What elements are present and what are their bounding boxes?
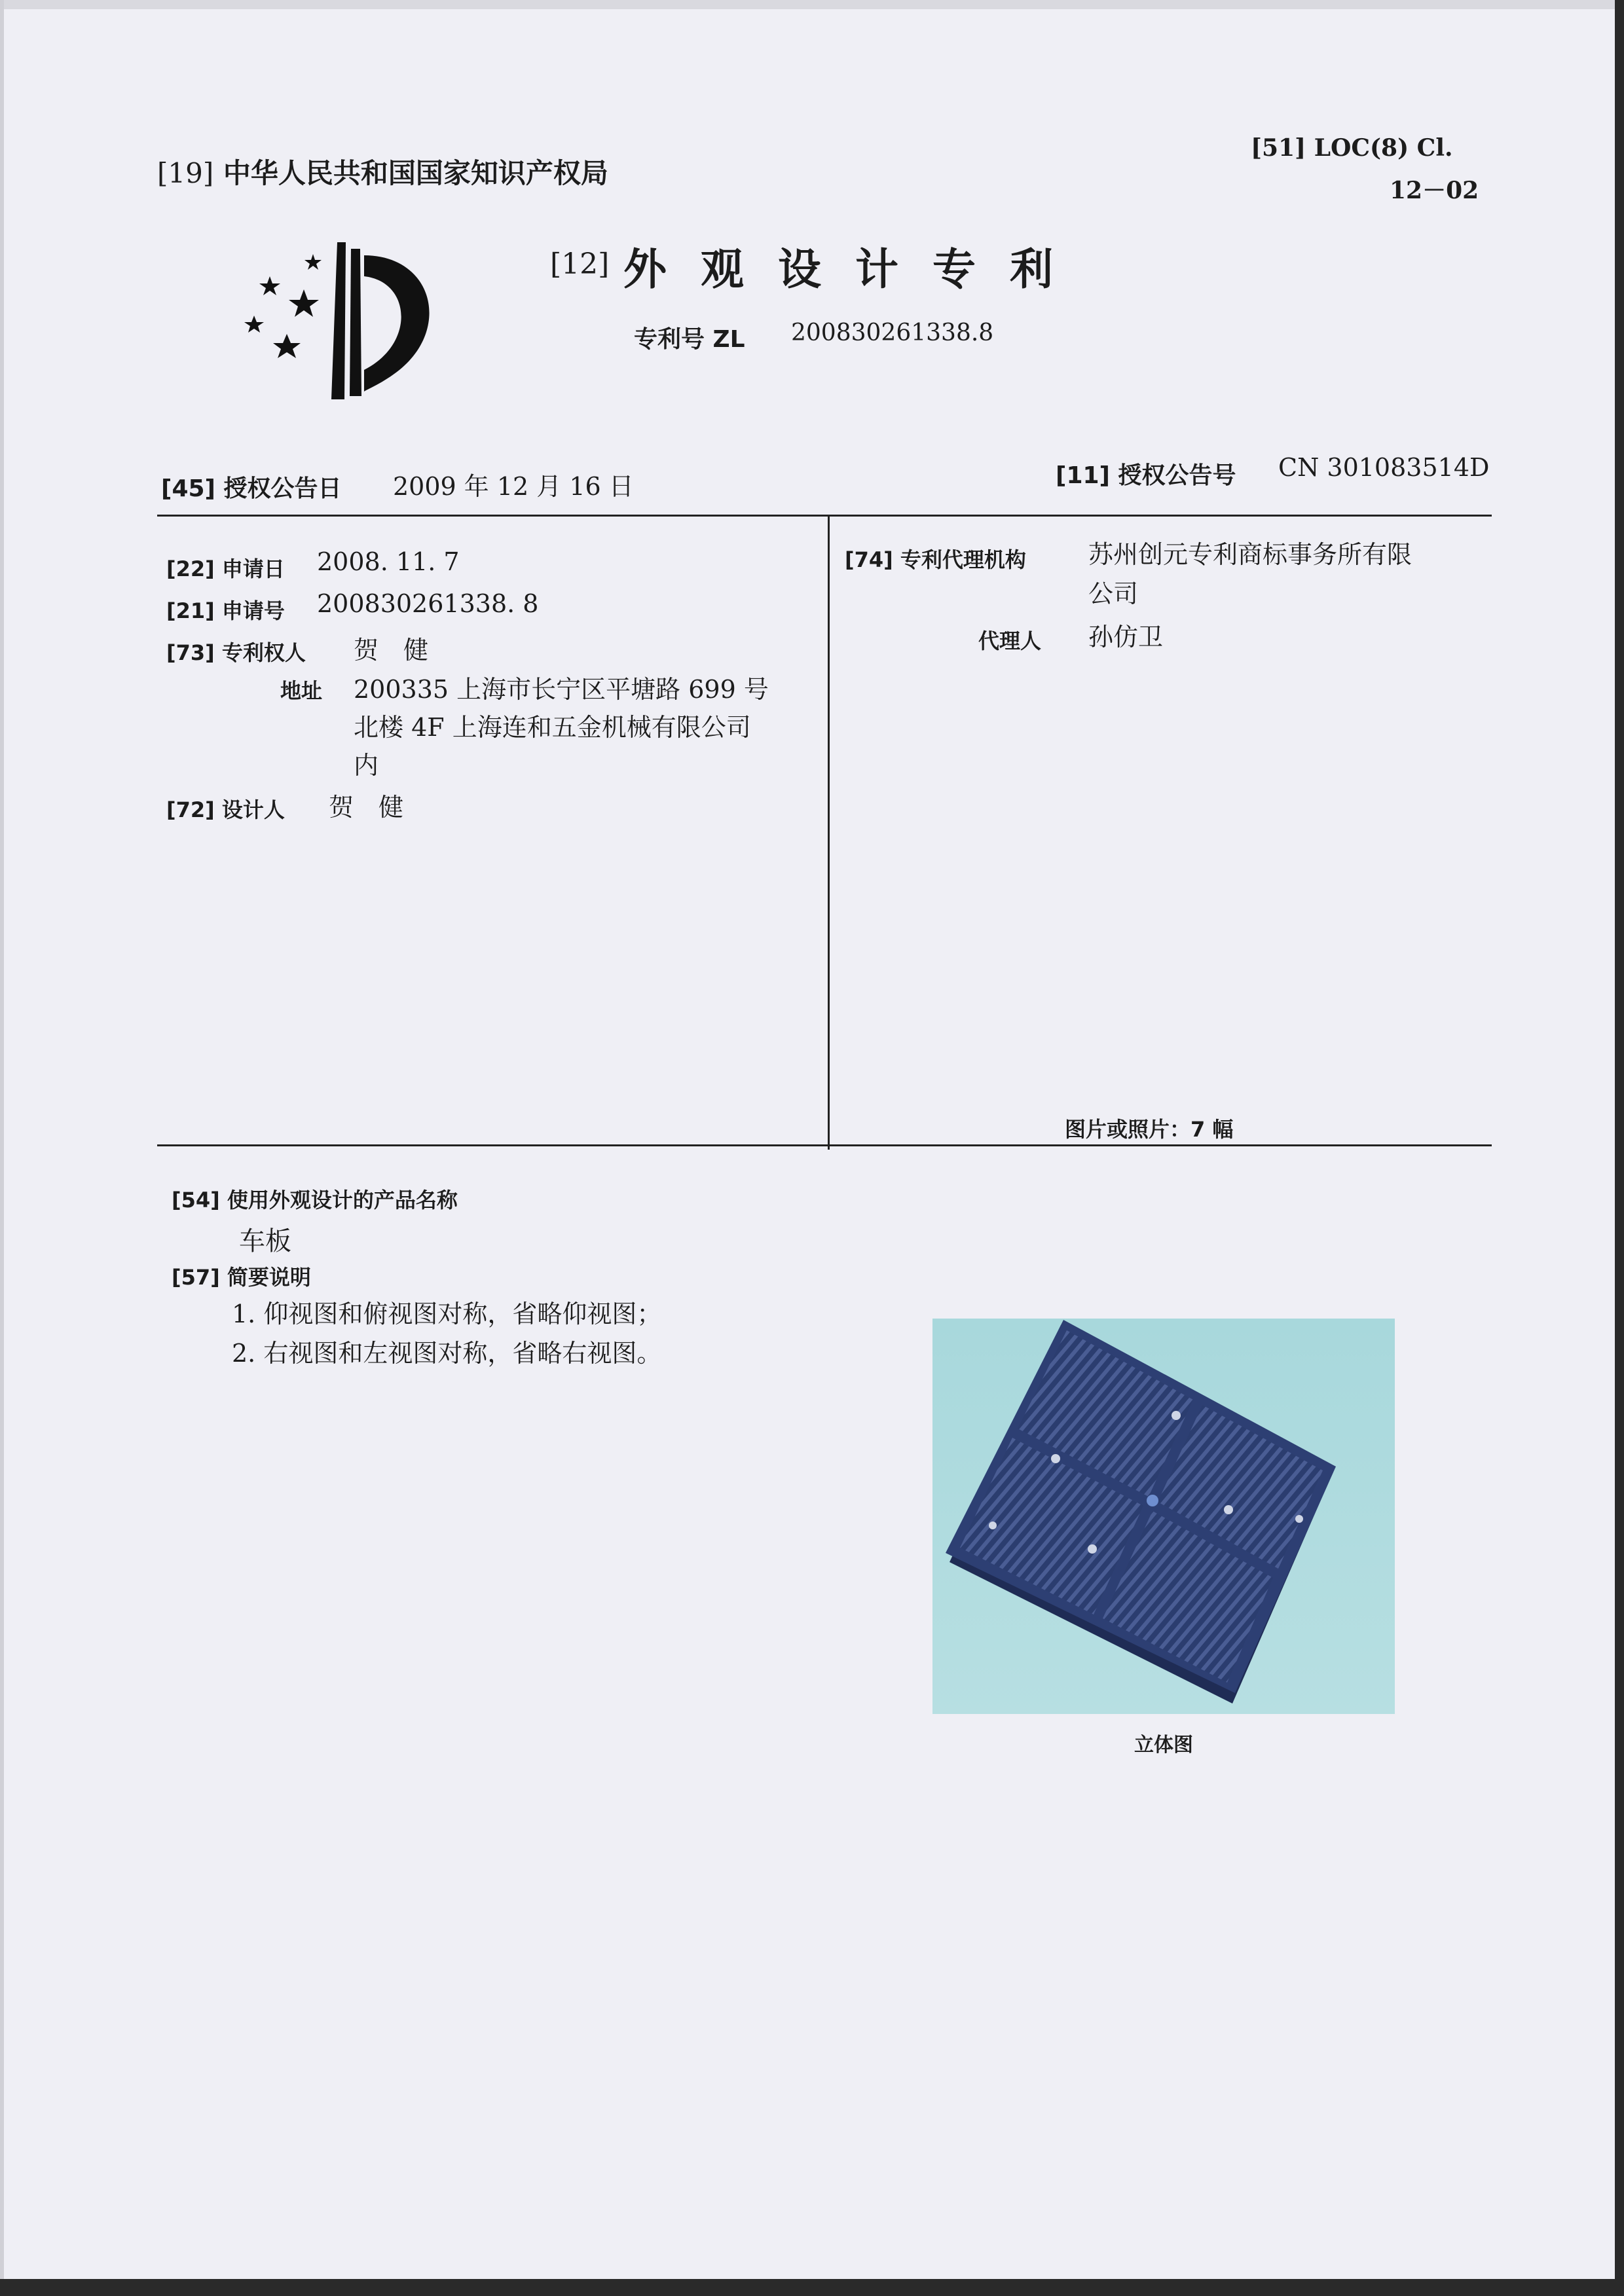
filing-date: 2008. 11. 7: [317, 547, 460, 576]
agency-line-1: 苏州创元专利商标事务所有限: [1088, 540, 1412, 569]
product-name: 车板: [239, 1226, 291, 1256]
patentee: 贺 健: [354, 636, 429, 665]
designer-label: [72] 设计人: [166, 797, 285, 822]
address-label: 地址: [280, 678, 323, 703]
patentee-label: [73] 专利权人: [166, 640, 306, 665]
cnipa-emblem-icon: [236, 229, 471, 406]
scan-edge-top: [0, 0, 1624, 9]
application-number: 200830261338. 8: [317, 589, 539, 618]
filing-date-label: [22] 申请日: [166, 556, 285, 581]
patent-number-label: 专利号 ZL: [634, 326, 745, 353]
scan-edge-bottom: [0, 2279, 1624, 2296]
plate-illustration: [932, 1319, 1395, 1714]
perspective-view-photo: [932, 1319, 1395, 1714]
column-divider: [828, 515, 830, 1150]
scan-edge-right: [1615, 0, 1624, 2296]
grant-number: CN 301083514D: [1278, 453, 1490, 482]
agency-line-2: 公司: [1088, 579, 1139, 608]
scan-edge-left: [0, 0, 4, 2296]
rule-bottom: [157, 1144, 1492, 1146]
agent: 孙仿卫: [1088, 623, 1164, 651]
doc-type-code: [12]: [550, 247, 610, 281]
brief-description-item-1: 1. 仰视图和俯视图对称，省略仰视图；: [232, 1300, 662, 1328]
brief-description-item-2: 2. 右视图和左视图对称，省略右视图。: [232, 1339, 662, 1368]
product-name-label: [54] 使用外观设计的产品名称: [172, 1188, 458, 1212]
issuing-office: [157, 152, 608, 191]
agent-label: 代理人: [978, 629, 1042, 653]
office-code: [19]: [157, 157, 214, 189]
figure-caption: 立体图: [1134, 1734, 1193, 1757]
doc-type-title: 外观设计专利: [623, 244, 1087, 295]
address-line-1: 200335 上海市长宁区平塘路 699 号: [354, 675, 769, 704]
address-line-2: 北楼 4F 上海连和五金机械有限公司: [354, 713, 751, 742]
rule-top: [157, 515, 1492, 517]
brief-description-label: [57] 简要说明: [172, 1265, 311, 1290]
grant-date-label: [45] 授权公告日: [161, 475, 342, 502]
photo-count: 图片或照片：7 幅: [1065, 1117, 1234, 1142]
loc-class-code: 12－02: [1390, 177, 1479, 204]
grant-number-label: [11] 授权公告号: [1056, 462, 1236, 489]
application-number-label: [21] 申请号: [166, 598, 285, 623]
address-line-3: 内: [354, 751, 379, 780]
grant-date: 2009 年 12 月 16 日: [393, 472, 634, 501]
patent-number: 200830261338.8: [791, 319, 994, 346]
loc-classification: [51] LOC(8) Cl.: [1251, 134, 1453, 162]
office-name: 中华人民共和国国家知识产权局: [223, 157, 608, 189]
agency-label: [74] 专利代理机构: [845, 547, 1026, 572]
designer: 贺 健: [329, 793, 404, 822]
